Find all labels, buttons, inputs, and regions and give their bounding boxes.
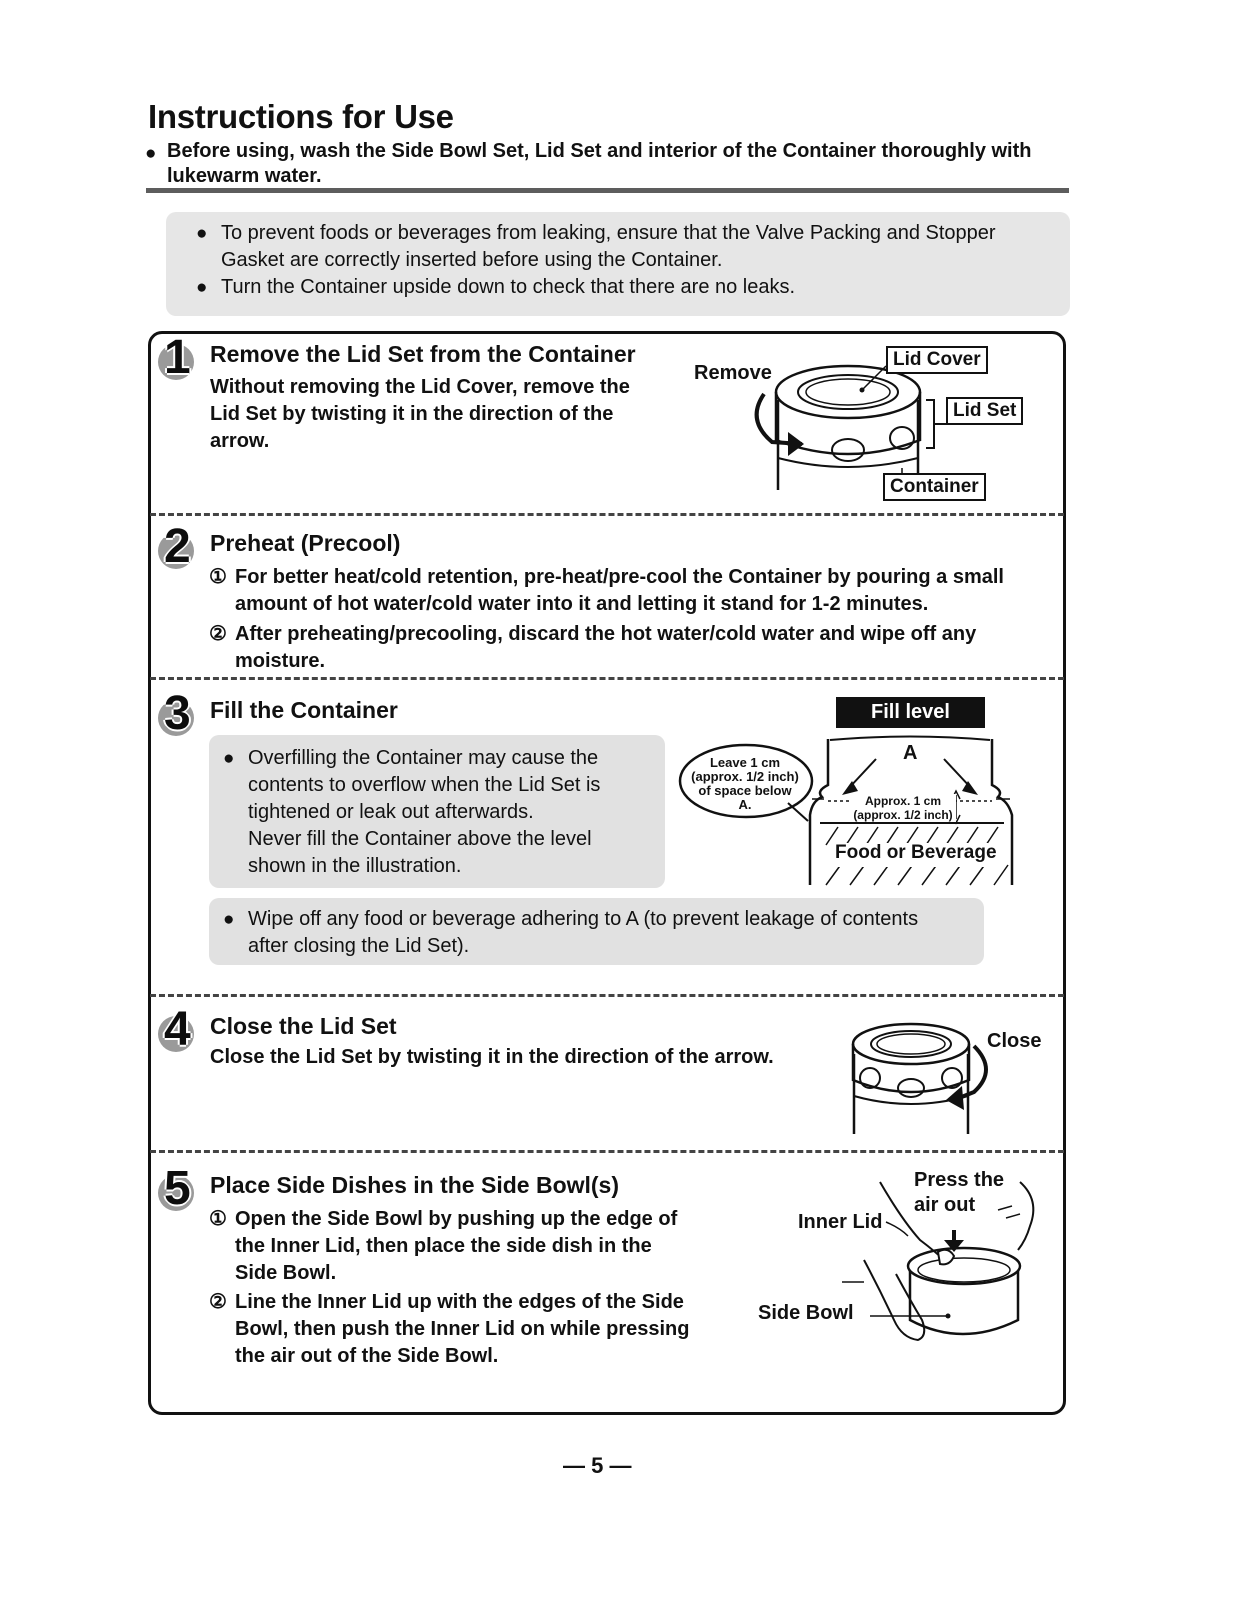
- step-number-5: [158, 1162, 202, 1217]
- wipe-note-text: Wipe off any food or beverage adhering to A (to prevent leakage of contents after closing the Lid Set).: [248, 908, 919, 957]
- circled-two-marker: ②: [209, 1291, 227, 1313]
- page-title: Instructions for Use: [148, 98, 454, 135]
- step-divider: [150, 994, 1064, 997]
- note-text: To prevent foods or beverages from leaking, ensure that the Valve Packing and Stopper Gasket are correctly inserted before using the Container.: [221, 222, 996, 271]
- lid-set-label: Lid Set: [946, 397, 1023, 425]
- wipe-note: [223, 906, 963, 960]
- step4-body: Close the Lid Set by twisting it in the direction of the arrow.: [210, 1046, 774, 1068]
- step-number-text: 3: [164, 687, 191, 740]
- container-label: Container: [883, 473, 986, 501]
- step-divider: [150, 677, 1064, 680]
- inner-lid-label: Inner Lid: [798, 1211, 883, 1233]
- press-air-label: [914, 1168, 1004, 1218]
- step5-item-2: [209, 1289, 699, 1370]
- lid-close-illustration: [846, 1016, 1006, 1136]
- overfill-note: [223, 745, 643, 880]
- bullet-icon: ●: [223, 748, 235, 769]
- leave-line: Leave 1 cm: [709, 755, 781, 770]
- step1-title: Remove the Lid Set from the Container: [210, 341, 636, 367]
- approx-label: [850, 794, 956, 822]
- step2-item-1: [209, 564, 1039, 618]
- overfill-note-text: Overfilling the Container may cause the contents to overflow when the Lid Set is tightened or leak out afterwards.: [248, 747, 601, 823]
- header-rule: [146, 188, 1069, 193]
- step5-item-1: [209, 1206, 699, 1287]
- intro-paragraph: Before using, wash the Side Bowl Set, Lid Set and interior of the Container thoroughly with lukewarm water.: [167, 140, 1032, 187]
- lid-cover-label: Lid Cover: [886, 346, 988, 374]
- step2-item-2: [209, 621, 1039, 675]
- step-number-1: [158, 331, 202, 386]
- leave-line: A.: [738, 797, 752, 812]
- press-air-line: Press the: [914, 1169, 1005, 1191]
- close-label: Close: [987, 1030, 1042, 1052]
- circled-one-marker: ①: [209, 566, 227, 588]
- item-text: For better heat/cold retention, pre-heat/pre-cool the Container by pouring a small amount of hot water/cold water into it and letting it stand for 1-2 minutes.: [235, 566, 1004, 615]
- intro-text: [145, 139, 1065, 189]
- remove-label: Remove: [694, 362, 772, 384]
- item-text: Line the Inner Lid up with the edges of the Side Bowl, then push the Inner Lid on while pressing the air out of the Side Bowl.: [235, 1291, 690, 1367]
- step-number-text: 4: [164, 1003, 191, 1056]
- leave-line: (approx. 1/2 inch): [691, 769, 799, 784]
- step-divider: [150, 1150, 1064, 1153]
- step1-body: Without removing the Lid Cover, remove the Lid Set by twisting it in the direction of the arrow.: [210, 376, 630, 452]
- approx-line: Approx. 1 cm: [864, 794, 942, 808]
- step-number-text: 5: [164, 1162, 191, 1215]
- wipe-note-box: [209, 898, 984, 965]
- step-number-text: 1: [164, 331, 191, 384]
- leak-note-box: [166, 212, 1070, 316]
- fill-level-badge: Fill level: [836, 697, 985, 728]
- step5-title: Place Side Dishes in the Side Bowl(s): [210, 1172, 620, 1198]
- step-divider: [150, 513, 1064, 516]
- bullet-icon: ●: [145, 143, 157, 164]
- step-number-text: 2: [164, 520, 191, 573]
- bullet-icon: ●: [223, 909, 235, 930]
- bullet-icon: ●: [196, 277, 208, 298]
- overfill-note-text-2: Never fill the Container above the level shown in the illustration.: [248, 828, 592, 877]
- leave-line: of space below: [698, 783, 792, 798]
- press-air-line: air out: [914, 1194, 976, 1216]
- note-text: Turn the Container upside down to check that there are no leaks.: [221, 276, 796, 298]
- step2-title: Preheat (Precool): [210, 530, 401, 556]
- step-number-2: [158, 520, 202, 575]
- item-text: Open the Side Bowl by pushing up the edge of the Inner Lid, then place the side dish in the Side Bowl.: [235, 1208, 678, 1284]
- circled-one-marker: ①: [209, 1208, 227, 1230]
- step3-title: Fill the Container: [210, 697, 398, 723]
- side-bowl-label: Side Bowl: [758, 1302, 854, 1324]
- step4-title: Close the Lid Set: [210, 1013, 397, 1039]
- step-number-4: [158, 1003, 202, 1058]
- bullet-icon: ●: [196, 223, 208, 244]
- overfill-note-box: [209, 735, 665, 888]
- note-item: [196, 220, 1036, 274]
- item-text: After preheating/precooling, discard the hot water/cold water and wipe off any moisture.: [235, 623, 977, 672]
- food-beverage-label: Food or Beverage: [835, 842, 997, 863]
- step-number-3: [158, 687, 202, 742]
- approx-line: (approx. 1/2 inch): [853, 808, 953, 822]
- leave-space-callout: [682, 756, 808, 812]
- circled-two-marker: ②: [209, 623, 227, 645]
- note-item: [196, 274, 1036, 301]
- page-number: — 5 —: [563, 1453, 632, 1478]
- point-a-label: A: [903, 742, 918, 764]
